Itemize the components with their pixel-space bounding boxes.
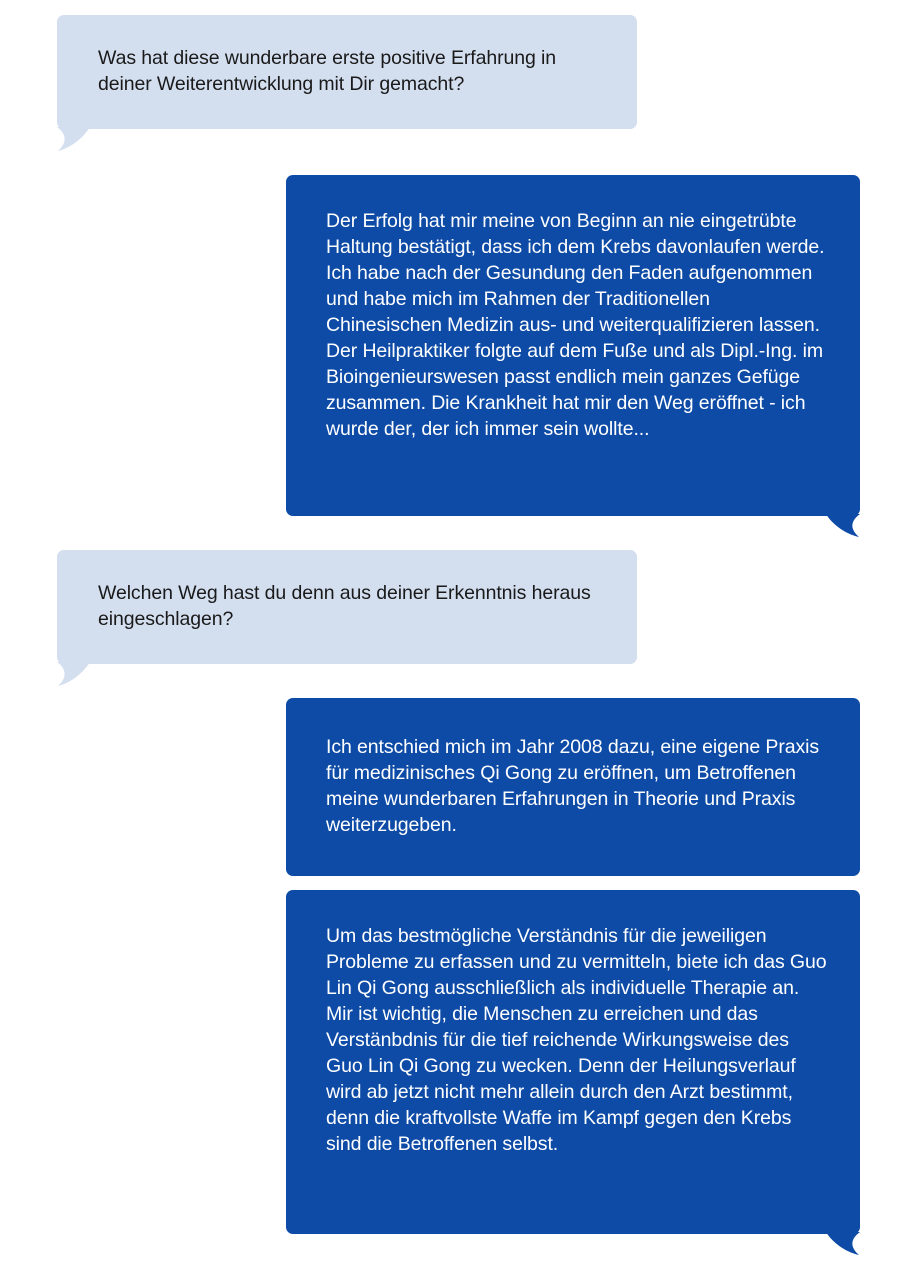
question-bubble <box>57 550 637 664</box>
question-bubble-tail <box>57 662 91 687</box>
answer-bubble-tail <box>826 514 860 538</box>
answer-text: Ich entschied mich im Jahr 2008 dazu, eine eigene Praxis für medizinisches Qi Gong zu eröffnen, um Betroffenen meine wunderbaren Erfahrungen in Theorie und Praxis weiterzugeben. <box>326 736 820 836</box>
answer-bubble <box>286 175 860 516</box>
question-text: Welchen Weg hast du denn aus deiner Erkenntnis heraus eingeschlagen? <box>98 582 591 630</box>
question-bubble <box>57 15 637 129</box>
answer-text: Der Erfolg hat mir meine von Beginn an nie eingetrübte Haltung bestätigt, dass ich dem Krebs davonlaufen werde. Ich habe nach der Gesundung den Faden aufgenommen und habe mich im Rahmen der Traditionellen Chinesischen Medizin aus- und weiterqualifizieren lassen. Der Heilpraktiker folgte auf dem Fuße und als Dipl.-Ing. im Bioingenieurswesen passt endlich mein ganzes Gefüge zusammen. Die Krankheit hat mir den Weg eröffnet - ich wurde der, der ich immer sein wollte... <box>326 210 825 440</box>
answer-text: Um das bestmögliche Verständnis für die jeweiligen Probleme zu erfassen und zu vermitteln, biete ich das Guo Lin Qi Gong ausschließlich als individuelle Therapie an. Mir ist wichtig, die Menschen zu erreichen und das Verstänbdnis für die tief reichende Wirkungsweise des Guo Lin Qi Gong zu wecken. Denn der Heilungsverlauf wird ab jetzt nicht mehr allein durch den Arzt bestimmt, denn die kraftvollste Waffe im Kampf gegen den Krebs sind die Betroffenen selbst. <box>326 925 827 1155</box>
answer-bubble-tail <box>826 1232 860 1256</box>
question-text: Was hat diese wunderbare erste positive Erfahrung in deiner Weiterentwicklung mit Dir gemacht? <box>98 47 556 95</box>
question-bubble-tail <box>57 127 91 152</box>
answer-bubble <box>286 890 860 1234</box>
answer-bubble <box>286 698 860 876</box>
